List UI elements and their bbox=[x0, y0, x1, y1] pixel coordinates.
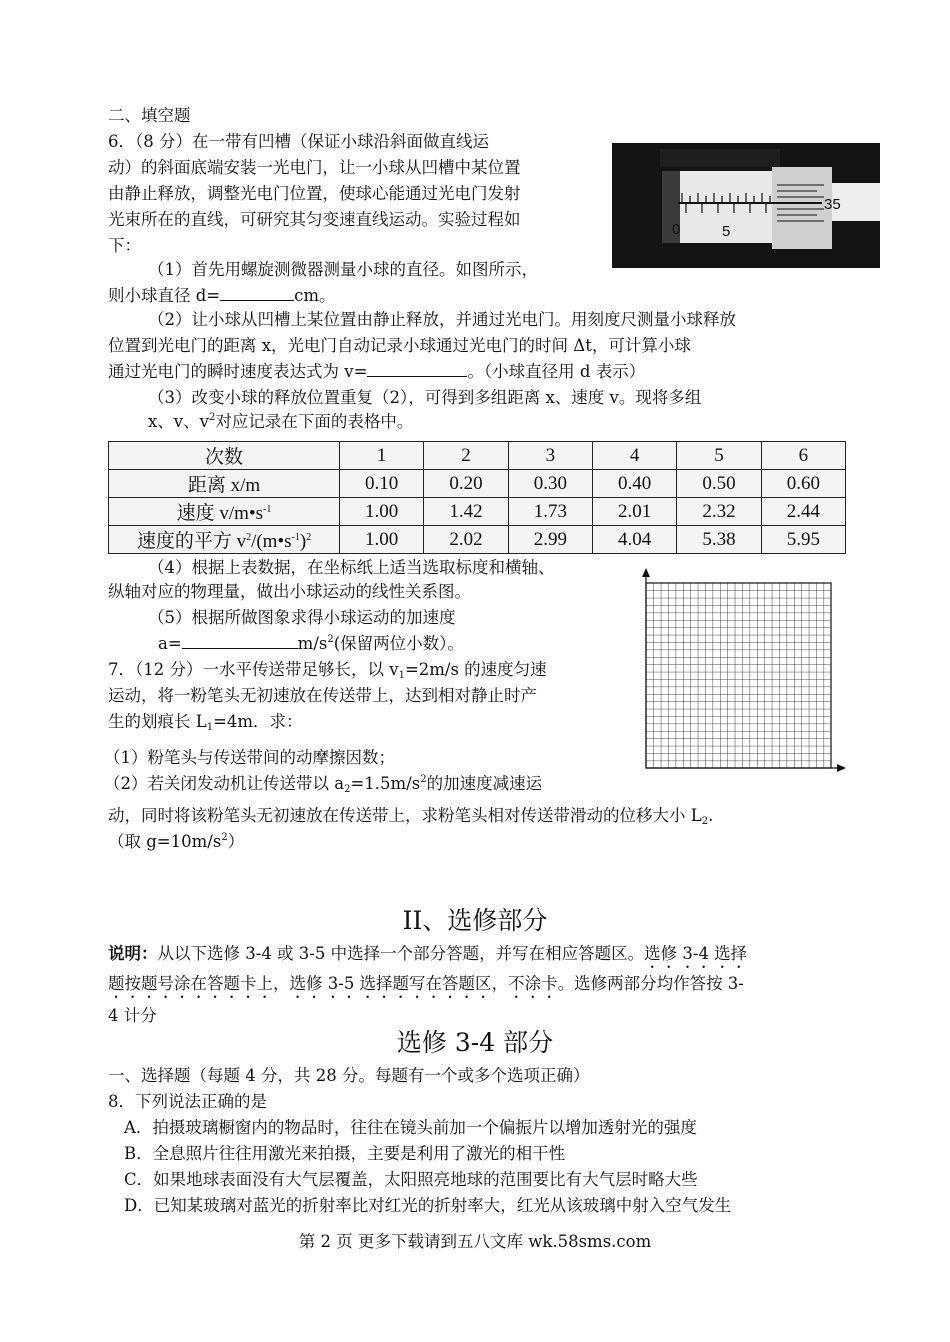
table-cell: 1.42 bbox=[424, 498, 508, 526]
table-cell: 0.10 bbox=[340, 470, 424, 498]
q7-line-7 bbox=[108, 830, 244, 854]
q8-option-a: A．拍摄玻璃橱窗内的物品时，往往在镜头前加一个偏振片以增加透射光的强度 bbox=[124, 1118, 697, 1137]
q7-l6-post: . bbox=[708, 806, 714, 825]
table-row-label bbox=[109, 498, 340, 526]
note-comma-2: ， bbox=[491, 974, 509, 993]
q6-step-5-sup: 2 bbox=[327, 634, 334, 645]
note-line-3: 4 计分 bbox=[108, 1006, 157, 1025]
q6-step-2-pre: 通过光电门的瞬时速度表达式为 v= bbox=[108, 362, 368, 381]
q6-step-5-unit: m/s bbox=[297, 634, 328, 653]
y-axis-arrow-icon bbox=[642, 568, 650, 577]
note-comma-1: ， bbox=[273, 974, 290, 993]
q7-l7-sup: 2 bbox=[221, 832, 228, 843]
q6-step-5-pre: a= bbox=[158, 634, 182, 653]
table-cell: 5 bbox=[677, 442, 761, 470]
q6-step-3-line-b bbox=[148, 410, 413, 434]
v2-sup-3: 2 bbox=[306, 532, 312, 543]
q6-step-1-pre: 则小球直径 d= bbox=[108, 286, 221, 305]
q6-step-5-post: (保留两位小数）。 bbox=[333, 634, 464, 653]
q6-line-5: 下： bbox=[108, 236, 141, 255]
q6-step-1-line-b bbox=[108, 284, 336, 308]
note-label: 说明： bbox=[108, 944, 158, 963]
table-header-label: 次数 bbox=[109, 442, 340, 470]
q6-step-3-post: 对应记录在下面的表格中。 bbox=[215, 412, 414, 431]
elective-subtitle: 选修 3-4 部分 bbox=[396, 1028, 554, 1057]
micrometer-label-0: 0 bbox=[672, 221, 681, 238]
q6-step-1-line-a: （1）首先用螺旋测微器测量小球的直径。如图所示， bbox=[148, 260, 538, 279]
q7-l7-pre: （取 g=10m/s bbox=[108, 832, 222, 851]
table-cell: 2.32 bbox=[677, 498, 761, 526]
x-axis-arrow-icon bbox=[837, 764, 846, 772]
table-row-velocity-squared bbox=[109, 526, 846, 554]
table-cell: 1.73 bbox=[508, 498, 592, 526]
graph-paper[interactable] bbox=[636, 566, 850, 782]
q6-step-1-post: cm。 bbox=[294, 286, 336, 305]
q6-step-2-line-b: 位置到光电门的距离 x，光电门自动记录小球通过光电门的时间 Δt，可计算小球 bbox=[108, 336, 691, 355]
note-text-end: 。选修两部分均作答按 3- bbox=[557, 974, 744, 993]
q7-l5-mid: =1.5m/s bbox=[350, 774, 421, 793]
q7-l5-sup: 2 bbox=[420, 774, 427, 785]
table-row-label: 距离 x/m bbox=[109, 470, 340, 498]
table-cell: 2.99 bbox=[508, 526, 592, 554]
q7-l3-sub: 1 bbox=[206, 722, 214, 733]
micrometer-figure bbox=[612, 143, 880, 268]
q8-stem: 8．下列说法正确的是 bbox=[108, 1092, 267, 1111]
table-cell: 3 bbox=[508, 442, 592, 470]
table-cell: 5.38 bbox=[677, 526, 761, 554]
q6-step-5-line-b bbox=[158, 632, 464, 656]
q8-option-d: D．已知某玻璃对蓝光的折射率比对红光的折射率大，红光从该玻璃中射入空气发生 bbox=[124, 1196, 732, 1215]
table-cell: 2.02 bbox=[424, 526, 508, 554]
table-row-velocity bbox=[109, 498, 846, 526]
table-cell: 4 bbox=[592, 442, 676, 470]
table-cell: 0.30 bbox=[508, 470, 592, 498]
q7-line-6 bbox=[108, 804, 713, 828]
v2-label: 速度的平方 v bbox=[136, 531, 247, 552]
table-cell: 1.00 bbox=[340, 526, 424, 554]
table-cell: 2.44 bbox=[761, 498, 845, 526]
v2-mid: /(m•s bbox=[251, 531, 292, 552]
q7-l6-pre: 动，同时将该粉笔头无初速放在传送带上，求粉笔头相对传送带滑动的位移大小 L bbox=[108, 806, 702, 825]
page-footer: 第 2 页 更多下载请到五八文库 wk.58sms.com bbox=[298, 1232, 652, 1251]
q6-line-4: 光束所在的直线，可研究其匀变速直线运动。实验过程如 bbox=[108, 210, 521, 229]
q6-step-2-post: 。（小球直径用 d 表示） bbox=[467, 362, 646, 381]
table-row-header bbox=[109, 442, 846, 470]
velocity-expression-blank[interactable] bbox=[367, 360, 467, 377]
v2-sup-1: 2 bbox=[246, 532, 252, 543]
q6-line-3: 由静止释放，调整光电门位置，使球心能通过光电门发射 bbox=[108, 184, 521, 203]
q7-l3-post: =4m．求： bbox=[213, 712, 303, 731]
q7-l5-sub: 2 bbox=[344, 784, 351, 795]
note-line-1 bbox=[108, 942, 747, 972]
q6-step-3-line-a: （3）改变小球的释放位置重复（2），可得到多组距离 x、速度 v。现将多组 bbox=[148, 388, 702, 407]
table-row-label bbox=[109, 526, 340, 554]
table-cell: 6 bbox=[761, 442, 845, 470]
table-cell: 0.50 bbox=[677, 470, 761, 498]
q7-l1-sub: 1 bbox=[398, 670, 405, 681]
q6-step-5-line-a: （5）根据所做图象求得小球运动的加速度 bbox=[148, 608, 456, 627]
q7-l1-pre: 7．（12 分）一水平传送带足够长，以 v bbox=[108, 660, 399, 679]
velocity-label: 速度 v/m•s bbox=[176, 503, 263, 524]
table-cell: 4.04 bbox=[592, 526, 676, 554]
q6-step-4-line-b: 纵轴对应的物理量，做出小球运动的线性关系图。 bbox=[108, 582, 471, 601]
table-cell: 2 bbox=[424, 442, 508, 470]
diameter-answer-blank[interactable] bbox=[220, 284, 294, 301]
q7-l5-pre: （2）若关闭发动机让传送带以 a bbox=[104, 774, 345, 793]
q7-l7-post: ） bbox=[227, 832, 245, 851]
v2-end: ) bbox=[299, 531, 307, 552]
acceleration-answer-blank[interactable] bbox=[182, 632, 298, 649]
note-emphasis-b: 题按题号涂在答题卡上 bbox=[108, 974, 273, 993]
micrometer-label-5: 5 bbox=[722, 223, 731, 240]
velocity-label-sup: -1 bbox=[263, 504, 272, 515]
elective-title: II、选修部分 bbox=[402, 906, 548, 935]
table-cell: 0.40 bbox=[592, 470, 676, 498]
table-cell: 0.60 bbox=[761, 470, 845, 498]
q7-line-1 bbox=[108, 658, 547, 682]
q8-option-c: C．如果地球表面没有大气层覆盖，太阳照亮地球的范围要比有大气层时略大些 bbox=[124, 1170, 698, 1189]
table-row-distance bbox=[109, 470, 846, 498]
q6-step-2-line-c bbox=[108, 360, 645, 384]
q7-line-4: （1）粉笔头与传送带间的动摩擦因数； bbox=[104, 748, 395, 767]
note-text-a: 从以下选修 3-4 或 3-5 中选择一个部分答题，并写在相应答题区。 bbox=[157, 944, 645, 963]
v2-sup-2: -1 bbox=[291, 532, 300, 543]
mc-heading: 一、选择题（每题 4 分，共 28 分。每题有一个或多个选项正确） bbox=[108, 1066, 590, 1085]
q7-l3-pre: 生的划痕长 L bbox=[108, 712, 207, 731]
micrometer-label-35: 35 bbox=[824, 196, 841, 213]
note-emphasis-d: 不涂卡 bbox=[508, 974, 558, 993]
q7-line-3 bbox=[108, 710, 303, 734]
note-emphasis-a: 选修 3-4 选择 bbox=[644, 944, 748, 963]
table-cell: 0.20 bbox=[424, 470, 508, 498]
note-line-2 bbox=[108, 972, 744, 1002]
q6-step-3-sup: 2 bbox=[208, 412, 216, 423]
q7-l5-post: 的加速度减速运 bbox=[426, 774, 543, 793]
q7-l1-post: =2m/s 的速度匀速 bbox=[404, 660, 547, 679]
q6-line-1: 6．（8 分）在一带有凹槽（保证小球沿斜面做直线运 bbox=[108, 132, 489, 151]
section-heading-fill: 二、填空题 bbox=[108, 106, 191, 125]
table-cell: 2.01 bbox=[592, 498, 676, 526]
table-cell: 5.95 bbox=[761, 526, 845, 554]
data-table bbox=[108, 441, 846, 554]
note-emphasis-c: 选修 3-5 选择题写在答题区 bbox=[289, 974, 492, 993]
q7-line-2: 运动，将一粉笔头无初速放在传送带上，达到相对静止时产 bbox=[108, 686, 537, 705]
q7-line-5 bbox=[104, 772, 542, 796]
q6-step-2-line-a: （2）让小球从凹槽上某位置由静止释放，并通过光电门。用刻度尺测量小球释放 bbox=[148, 310, 736, 329]
table-cell: 1.00 bbox=[340, 498, 424, 526]
q6-line-2: 动）的斜面底端安装一光电门，让一小球从凹槽中某位置 bbox=[108, 158, 521, 177]
table-cell: 1 bbox=[340, 442, 424, 470]
q6-step-4-line-a: （4）根据上表数据，在坐标纸上适当选取标度和横轴、 bbox=[148, 558, 555, 577]
q6-step-3-pre: x、v、v bbox=[148, 412, 209, 431]
q7-l6-sub: 2 bbox=[701, 816, 709, 827]
q8-option-b: B．全息照片往往用激光来拍摄，主要是利用了激光的相干性 bbox=[124, 1144, 566, 1163]
